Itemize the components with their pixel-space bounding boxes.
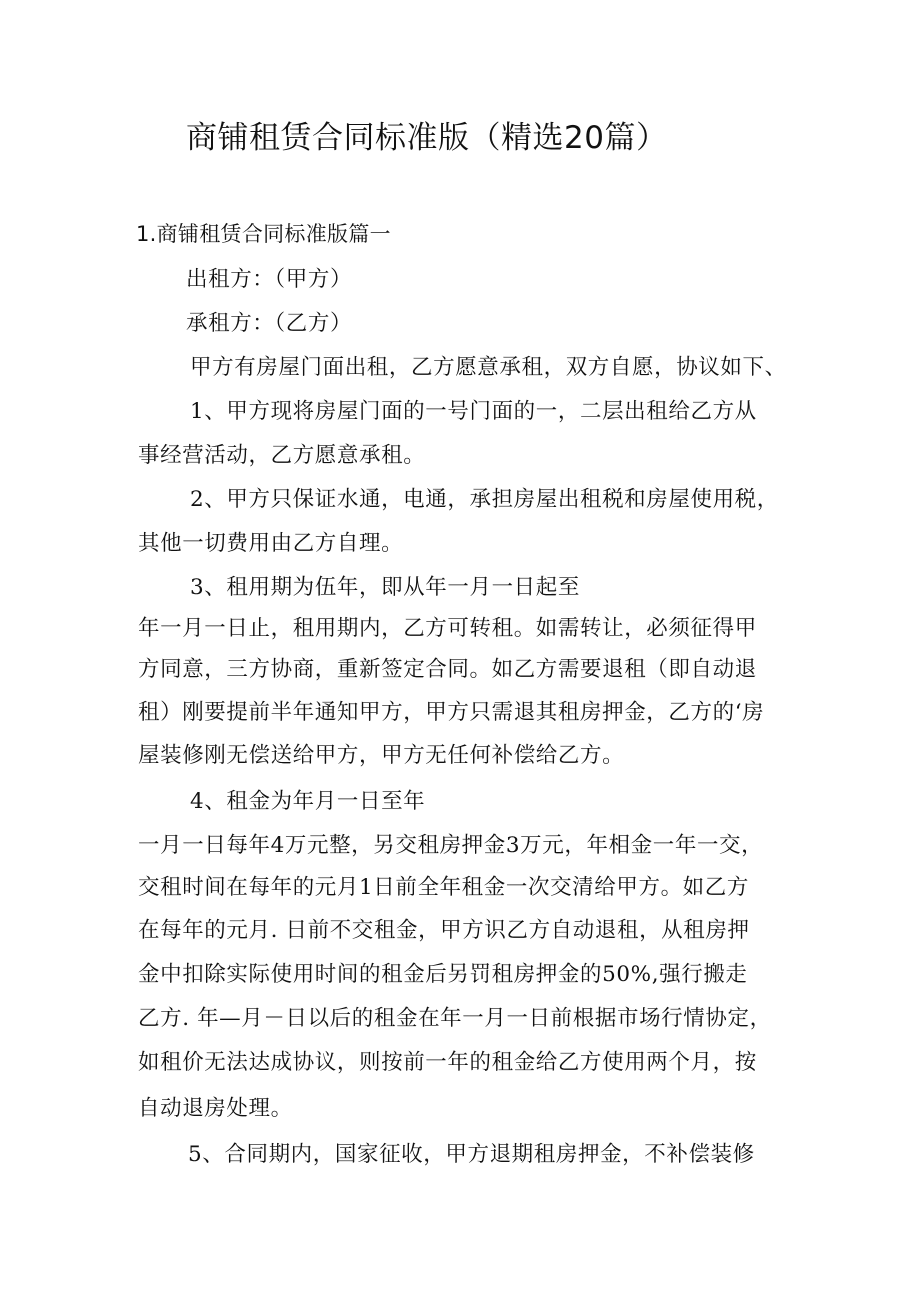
clause-3-line: 3、租用期为伍年，即从年一月一日起至 xyxy=(190,575,580,600)
clause-2-line: 2、甲方只保证水通，电通，承担房屋出租税和房屋使用税， xyxy=(190,487,779,512)
section-heading: 1.商铺租赁合同标准版篇一 xyxy=(136,222,391,246)
clause-4-line: 金中扣除实际使用时间的租金后另罚租房押金的50%,强行搬走 xyxy=(138,962,748,987)
lessee-line: 承租方：（乙方） xyxy=(186,311,353,336)
clause-4-line: 乙方. 年—月－日以后的租金在年一月一日前根据市场行情协定， xyxy=(138,1006,772,1031)
lessor-line: 出租方：（甲方） xyxy=(186,267,353,292)
clause-4-line: 一月一日每年4万元整，另交租房押金3万元，年相金一年一交， xyxy=(138,833,764,858)
clause-4-line: 4、租金为年月一日至年 xyxy=(190,789,426,814)
clause-4-line: 交租时间在每年的元月1日前全年租金一次交清给甲方。如乙方 xyxy=(138,875,749,900)
clause-3-line: 租）刚要提前半年通知甲方，甲方只需退其租房押金，乙方的‘房 xyxy=(138,700,765,725)
clause-4-line: 如租价无法达成协议，则按前一年的租金给乙方使用两个月，按 xyxy=(138,1050,757,1075)
clause-4-line: 在每年的元月. 日前不交租金，甲方识乙方自动退租，从租房押 xyxy=(138,918,750,943)
intro-paragraph: 甲方有房屋门面出租，乙方愿意承租，双方自愿，协议如下、 xyxy=(190,355,787,380)
clause-2-line: 其他一切费用由乙方自理。 xyxy=(138,531,404,556)
clause-3-line: 年一月一日止，租用期内，乙方可转租。如需转让，必须征得甲 xyxy=(138,616,757,641)
clause-1-line: 1、甲方现将房屋门面的一号门面的一，二层出租给乙方从 xyxy=(190,399,757,424)
clause-4-line: 自动退房处理。 xyxy=(138,1096,293,1121)
clause-3-line: 方同意，三方协商，重新签定合同。如乙方需要退租（即自动退 xyxy=(138,657,757,682)
clause-3-line: 屋装修刚无偿送给甲方，甲方无任何补偿给乙方。 xyxy=(138,743,625,768)
document-title: 商铺租赁合同标准版（精选20篇） xyxy=(186,120,668,156)
clause-5-line: 5、合同期内，国家征收，甲方退期租房押金，不补偿装修 xyxy=(188,1142,755,1167)
clause-1-line: 事经营活动，乙方愿意承租。 xyxy=(138,443,426,468)
